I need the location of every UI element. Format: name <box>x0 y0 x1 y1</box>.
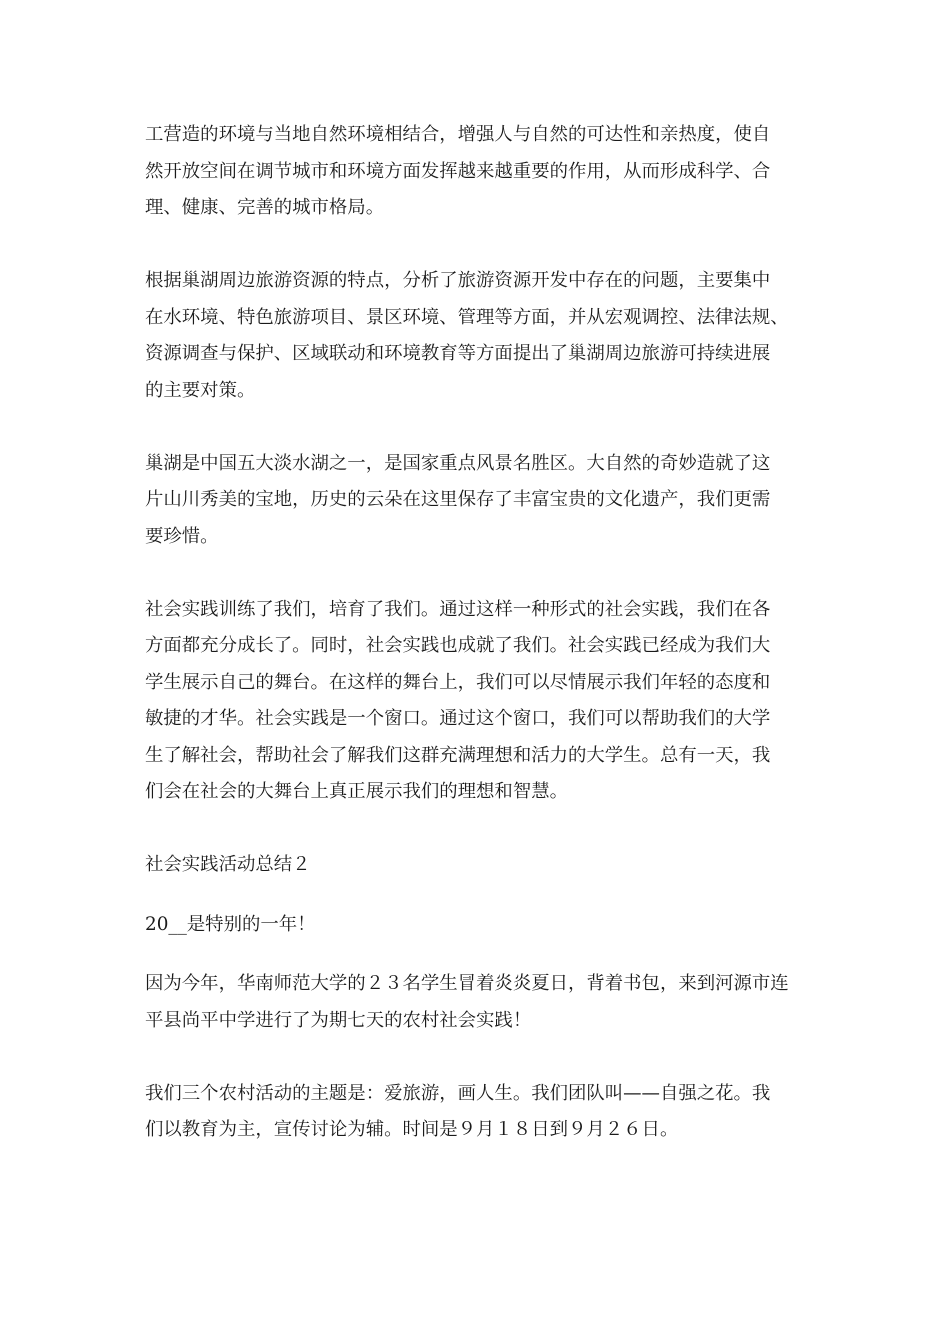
text-line: 们以教育为主，宣传讨论为辅。时间是９月１８日到９月２６日。 <box>145 1119 679 1140</box>
text-line: 要珍惜。 <box>145 525 219 547</box>
paragraph-tourism-resources <box>145 263 807 409</box>
text-line: 平县尚平中学进行了为期七天的农村社会实践！ <box>145 1009 532 1031</box>
text-line: 我们三个农村活动的主题是：爱旅游，画人生。我们团队叫——自强之花。我 <box>145 1082 771 1104</box>
paragraph-special-year <box>145 907 807 944</box>
text-line: 然开放空间在调节城市和环境方面发挥越来越重要的作用，从而形成科学、合 <box>145 160 771 182</box>
text-line: 资源调查与保护、区域联动和环境教育等方面提出了巢湖周边旅游可持续进展 <box>145 343 771 364</box>
text-line: 敏捷的才华。社会实践是一个窗口。通过这个窗口，我们可以帮助我们的大学 <box>145 708 771 729</box>
text-line: 的主要对策。 <box>145 379 256 401</box>
text-line: 方面都充分成长了。同时，社会实践也成就了我们。社会实践已经成为我们大 <box>145 635 771 656</box>
text-line: 20__是特别的一年！ <box>145 913 316 935</box>
text-line: 们会在社会的大舞台上真正展示我们的理想和智慧。 <box>145 781 568 802</box>
text-line: 在水环境、特色旅游项目、景区环境、管理等方面，并从宏观调控、法律法规、 <box>145 306 789 328</box>
paragraph-chaohu-lake <box>145 446 807 556</box>
heading-text: 社会实践活动总结２ <box>145 854 311 875</box>
text-line: 工营造的环境与当地自然环境相结合，增强人与自然的可达性和亲热度，使自 <box>145 124 771 145</box>
paragraph-social-practice <box>145 592 807 811</box>
section-heading <box>145 847 807 884</box>
document-body <box>145 117 807 1185</box>
text-line: 因为今年，华南师范大学的２３名学生冒着炎炎夏日，背着书包，来到河源市连 <box>145 973 789 994</box>
paragraph-urban-environment <box>145 117 807 227</box>
text-line: 生了解社会，帮助社会了解我们这群充满理想和活力的大学生。总有一天，我 <box>145 744 771 766</box>
text-line: 学生展示自己的舞台。在这样的舞台上，我们可以尽情展示我们年轻的态度和 <box>145 671 771 693</box>
paragraph-rural-practice <box>145 966 807 1039</box>
paragraph-activity-theme <box>145 1076 807 1149</box>
text-line: 根据巢湖周边旅游资源的特点，分析了旅游资源开发中存在的问题，主要集中 <box>145 270 771 291</box>
text-line: 理、健康、完善的城市格局。 <box>145 197 385 218</box>
text-line: 片山川秀美的宝地，历史的云朵在这里保存了丰富宝贵的文化遗产，我们更需 <box>145 489 771 510</box>
text-line: 社会实践训练了我们，培育了我们。通过这样一种形式的社会实践，我们在各 <box>145 598 771 620</box>
text-line: 巢湖是中国五大淡水湖之一，是国家重点风景名胜区。大自然的奇妙造就了这 <box>145 452 771 474</box>
